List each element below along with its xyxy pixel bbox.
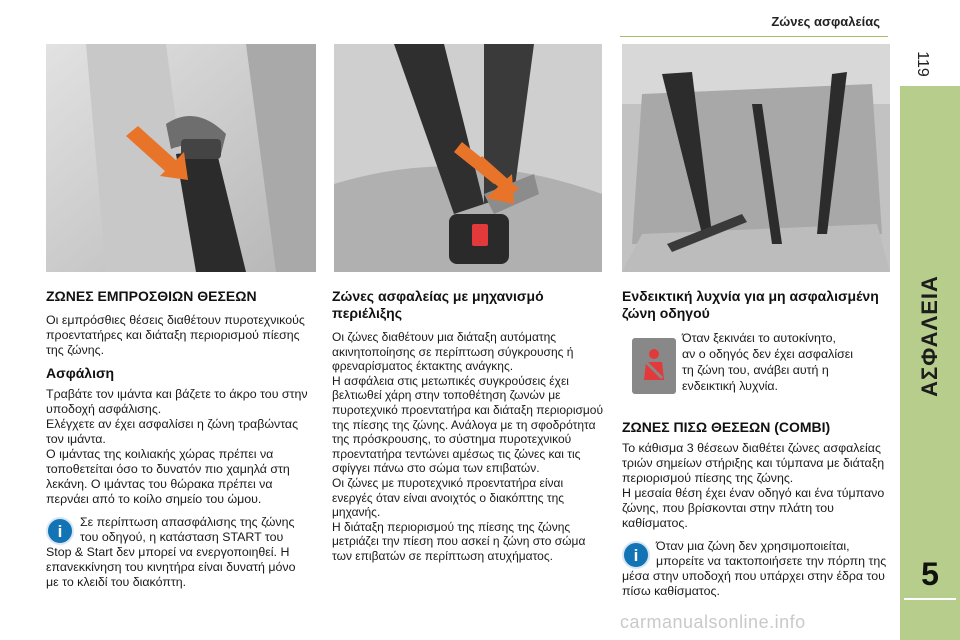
retractor-section [332,288,604,568]
info-note-stop-start [46,515,308,590]
warning-lamp-block [622,330,890,412]
chapter-label [900,216,960,456]
fastening-heading: Ασφάλιση [46,365,115,381]
rear-seats-heading: ΖΩΝΕΣ ΠΙΣΩ ΘΕΣΕΩΝ (COMBI) [622,419,831,435]
retractor-body: Οι ζώνες διαθέτουν μια διάταξη αυτόματης ακινητοποίησης σε περίπτωση σύγκρουσης ή φρεναρίσματος έκτακτης ανάγκης. Η ασφάλεια στις μετωπικές συγκρούσεις έχει βελτιωθεί χάρη στην τοποθέτηση ζωνών με πυροτεχνικό προεντατήρα και διάταξη περιορισμού της πίεσης της ζώνης. Ανάλογα με τη σφοδρότητα της πρόσκρουσης, το σύστημα πυροτεχνικού προεντατήρα τεντώνει αμέσως τις ζώνες και τις σφίγγει πάνω στο σώμα των επιβατών. Οι ζώνες με πυροτεχνικό προεντατήρα είναι ενεργές όταν είναι ανοιχτός ο διακόπτης της μηχανής. Η διάταξη περιορισμού της πίεσης της ζώνης μετριάζει την πίεση που ασκεί η ζώνη στο σώμα των επιβατών σε περίπτωση ατυχήματος. [332,330,604,563]
header-divider [620,36,888,37]
warning-lamp-text: Όταν ξεκινάει το αυτοκίνητο, αν ο οδηγός δεν έχει ασφαλίσει τη ζώνη του, ανάβει αυτή η ενδεικτική λυχνία. [682,331,854,393]
front-belt-guide-photo [46,44,316,272]
seatbelt-warning-icon [632,338,676,394]
chapter-side-tab [900,86,960,640]
rear-seats-body: Το κάθισμα 3 θέσεων διαθέτει ζώνες ασφαλείας τριών σημείων στήριξης και τύμπανα με διάταξη περιορισμού πίεσης της ζώνης. Η μεσαία θέση έχει έναν οδηγό και ένα τύμπανο ζώνης, που βρίσκονται στην πλάτη του καθίσματος. [622,441,885,530]
page-header-title: Ζώνες ασφαλείας [771,14,880,29]
front-seats-intro: Οι εμπρόσθιες θέσεις διαθέτουν πυροτεχνικούς προεντατήρες και διάταξη περιορισμού πίεσης της ζώνης. [46,313,305,357]
info-icon: i [46,517,74,545]
retractor-heading: Ζώνες ασφαλείας με μηχανισμό περιέλιξης [332,288,544,321]
info-icon: i [622,541,650,569]
chapter-label-text: ΑΣΦΑΛΕΙΑ [917,275,943,397]
chapter-number: 5 [921,556,939,592]
rear-seats-photo [622,44,890,272]
info-note-rear-buckle [622,539,890,599]
front-seats-section [46,288,308,594]
warning-lamp-heading: Ενδεικτική λυχνία για μη ασφαλισμένη ζώνη οδηγού [622,288,879,321]
info-note-rear-buckle-text: Όταν μια ζώνη δεν χρησιμοποιείται, μπορείτε να τακτοποιήσετε την πόρπη της μέσα στην υποδοχή που υπάρχει στην έδρα του πίσω καθίσματος. [622,539,887,598]
watermark: carmanualsonline.info [620,612,806,632]
warning-lamp-section [622,288,890,603]
fastening-body: Τραβάτε τον ιμάντα και βάζετε το άκρο του στην υποδοχή ασφάλισης. Ελέγχετε αν έχει ασφαλίσει η ζώνη τραβώντας τον ιμάντα. Ο ιμάντας της κοιλιακής χώρας πρέπει να τοποθετείται όσο το δυνατόν πιο χαμηλά στη λεκάνη. Ο ιμάντας του θώρακα πρέπει να περνάει από το κοίλο σημείο του ώμου. [46,387,308,506]
page-number: 119 [914,51,931,77]
front-seats-heading: ΖΩΝΕΣ ΕΜΠΡΟΣΘΙΩΝ ΘΕΣΕΩΝ [46,288,257,304]
seat-belt-buckle-photo [334,44,602,272]
chapter-divider [904,598,956,600]
info-note-stop-start-text: Σε περίπτωση απασφάλισης της ζώνης του οδηγού, η κατάσταση START του Stop & Start δεν μπορεί να ενεργοποιηθεί. Η επανεκκίνηση του κινητήρα είναι δυνατή μόνο με το κλειδί του διακόπτη. [46,515,296,589]
